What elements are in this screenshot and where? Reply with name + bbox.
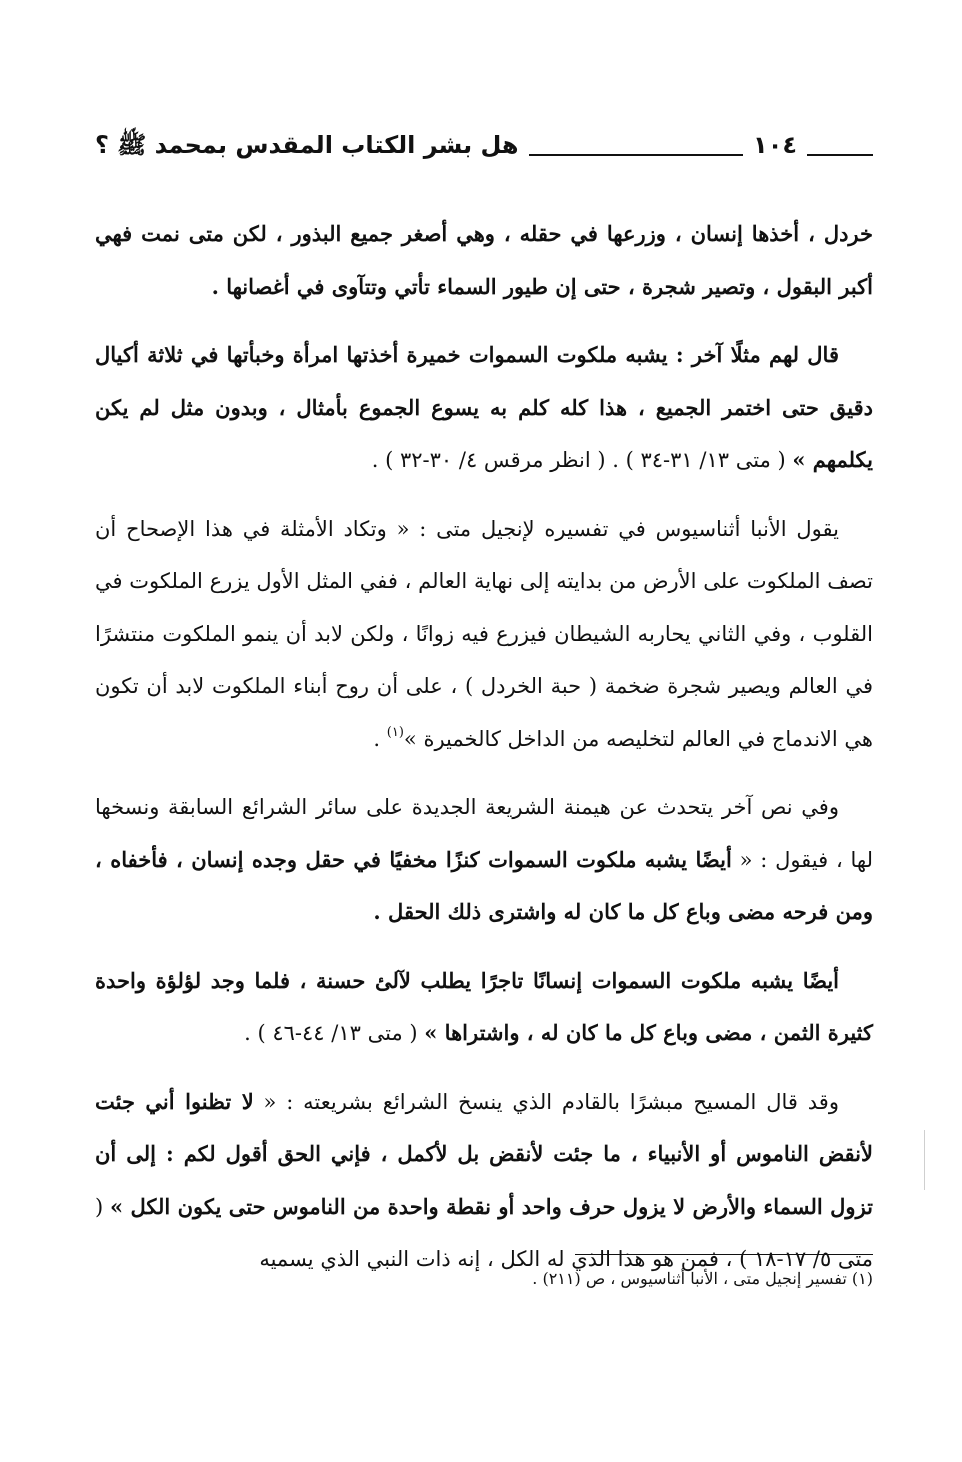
body-text: ( متى ٥/ ١٧-١٨ ) ، فمن هو هذا الذي له الكل ، إنه ذات النبي الذي يسميه (95, 1194, 873, 1271)
body-text: ( متى ١٣/ ٤٤-٤٦ ) . (244, 1021, 425, 1045)
paragraph (95, 781, 873, 939)
footnote-separator (575, 1254, 873, 1255)
paragraph (95, 329, 873, 487)
footnote-ref: (١) (386, 724, 404, 740)
body-text: ( متى ١٣/ ٣١-٣٤ ) . ( انظر مرقس ٤/ ٣٠-٣٢ ) . (371, 448, 793, 472)
footnote: (١) تفسير إنجيل متى ، الأنبا أثناسيوس ، ص (٢١١) . (532, 1269, 873, 1288)
body-text: يقول الأنبا أثناسيوس في تفسيره لإنجيل متى : « وتكاد الأمثلة في هذا الإصحاح أن تصف الملكوت على الأرض من بدايته إلى نهاية العالم ، ففي المثل الأول يزرع الملكوت في القلوب ، وفي الثاني يحاربه الشيطان فيزرع فيه زوانًا ، ولكن لابد أن ينمو الملكوت منتشرًا في العالم ويصير شجرة ضخمة ( حبة الخردل ) ، على أن روح أبناء الملكوت لابد أن تكون هي الاندماج في العالم لتخليصه من الداخل كالخميرة » (95, 516, 873, 751)
quoted-text: قال لهم مثلًا آخر : يشبه ملكوت السموات خميرة أخذتها امرأة وخبأتها في ثلاثة أكيال دقيق حتى اختمر الجميع ، هذا كله كلم به يسوع الجموع بأمثال ، وبدون مثل لم يكن يكلمهم » (95, 342, 873, 472)
page-body (95, 208, 873, 1302)
header-rule (529, 154, 744, 156)
quoted-text: لا تظنوا أني جئت لأنقض الناموس أو الأنبياء ، ما جئت لأنقض بل لأكمل ، فإني الحق أقول لكم : إلى أن تزول السماء والأرض لا يزول حرف واحد أو نقطة واحدة من الناموس حتى يكون الكل » (95, 1088, 873, 1219)
paragraph (95, 208, 873, 313)
quoted-text: أيضًا يشبه ملكوت السموات كنزًا مخفيًا في حقل وجده إنسان ، فأخفاه ، ومن فرحه مضى وباع كل ما كان له واشترى ذلك الحقل . (95, 846, 873, 924)
header-lead-rule (807, 154, 873, 156)
body-text: . (373, 726, 387, 751)
running-header (95, 118, 873, 162)
quoted-text: أيضًا يشبه ملكوت السموات إنسانًا تاجرًا يطلب لآلئ حسنة ، فلما وجد لؤلؤة واحدة كثيرة الثمن ، مضى وباع كل ما كان له ، واشتراها » (95, 967, 873, 1045)
body-text: وفي نص آخر يتحدث عن هيمنة الشريعة الجديدة على سائر الشرائع السابقة ونسخها لها ، فيقول : « (95, 795, 873, 872)
margin-mark (924, 1130, 925, 1190)
running-title: هل بشر الكتاب المقدس بمحمد ﷺ ؟ (95, 131, 519, 159)
paragraph (95, 503, 873, 766)
paragraph (95, 955, 873, 1060)
page-number: ١٠٤ (753, 131, 797, 159)
body-text: وقد قال المسيح مبشرًا بالقادم الذي ينسخ الشرائع بشريعته : « (253, 1089, 839, 1114)
quoted-text: خردل ، أخذها إنسان ، وزرعها في حقله ، وهي أصغر جميع البذور ، لكن متى نمت فهي أكبر البقول ، وتصير شجرة ، حتى إن طيور السماء تأتي وتتآوى في أغصانها . (95, 221, 873, 299)
